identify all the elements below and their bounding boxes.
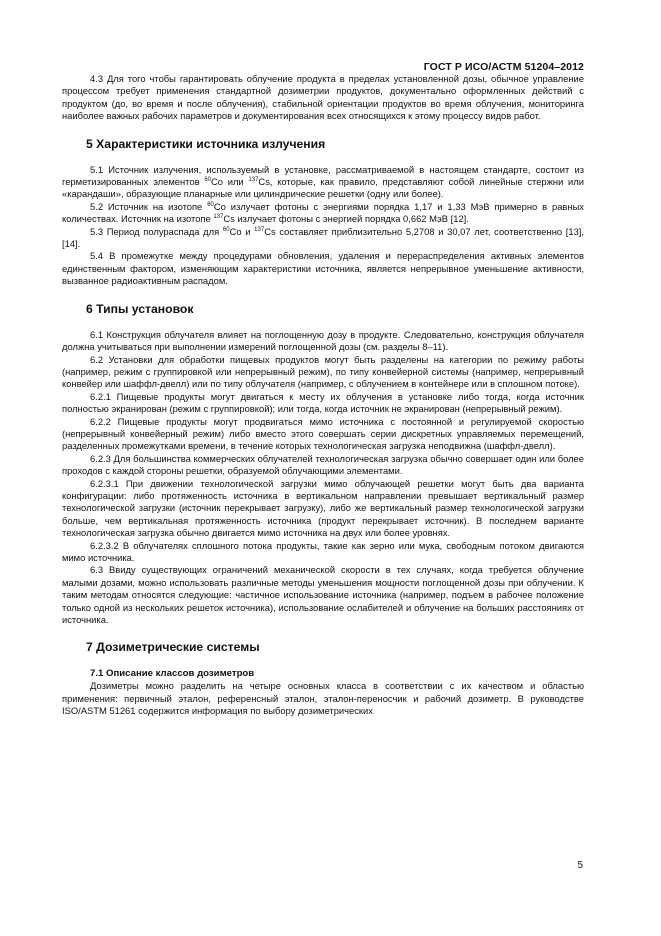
paragraph-4-3: 4.3 Для того чтобы гарантировать облучение продукта в пределах установленной дозы, обычное управление процессом требует применения стандартной дозиметрии продуктов, документально оформленных действий с продуктом (до, во время и после облучения), стабильной ориентации продуктов во время облучения, мониторинга наиболее важных рабочих параметров и документирования всех относящихся к этому процессу видов работ.	[62, 73, 584, 122]
page-number: 5	[577, 860, 583, 871]
p5-3-text-b: Co и	[229, 225, 255, 237]
p5-2-sup-co: 60	[207, 201, 214, 208]
p5-1-text-b: Co или	[211, 176, 249, 188]
p5-2-sup-cs: 137	[213, 214, 224, 221]
section-6-heading: 6 Типы установок	[86, 301, 194, 316]
p5-1-sup-cs: 137	[248, 177, 259, 184]
p5-3-text-c: Cs составляет приблизительно 5,2708 и 30,07 лет, соответственно [13], [14].	[62, 225, 585, 250]
paragraph-5-1	[62, 164, 584, 201]
paragraph-5-3	[62, 226, 584, 251]
paragraph-6-2-3-2: 6.2.3.2 В облучателях сплошного потока продукты, такие как зерно или мука, свободным потоком двигаются мимо источника.	[62, 539, 584, 563]
paragraph-6-2-3-1: 6.2.3.1 При движении технологической загрузки мимо облучающей решетки могут быть два варианта конфигурации: либо протяженность источника в вертикальном направлении превышает вертикальный размер технологической загрузки (источник перекрывает загрузку), либо же вертикальный размер технологической загрузки больше, чем вертикальная протяженность источника (продукт перекрывает источник). В последнем варианте технологическая загрузка обычно двигается мимо источника на двух или более уровнях.	[62, 477, 584, 539]
p5-2-text-c: Cs излучает фотоны с энергией порядка 0,662 МэВ [12].	[223, 213, 469, 225]
paragraph-5-4: 5.4 В промежутке между процедурами обновления, удаления и перераспределения активных элементов единственным фактором, изменяющим характеристики источника, является непрерывное уменьшение активности, вызванное радиоактивным распадом.	[62, 250, 584, 287]
p5-1-text-c: Cs, которые, как правило, представляют собой линейные стержни или «карандаши», образующие планарные или цилиндрические решетки (одну или более).	[62, 176, 585, 200]
p5-3-sup-cs: 137	[254, 226, 265, 233]
p5-2-text-a: 5.2 Источник на изотопе	[90, 200, 208, 212]
p5-2-text-b: Co излучает фотоны с энергиями порядка 1,17 и 1,33 МэВ примерно в равных количествах. Источник на изотопе	[62, 200, 584, 225]
section-7-heading: 7 Дозиметрические системы	[86, 640, 260, 655]
paragraph-6-2-3: 6.2.3 Для большинства коммерческих облучателей технологическая загрузка обычно совершает один или более проходов с каждой стороны решетки, образуемой облучающими элементами.	[62, 452, 584, 477]
section-5-heading: 5 Характеристики источника излучения	[86, 136, 326, 151]
p5-3-text-a: 5.3 Период полураспада для	[90, 225, 223, 237]
paragraph-6-3: 6.3 Ввиду существующих ограничений механической скорости в тех случаях, когда требуется облучение малыми дозами, можно использовать различные методы уменьшения мощности поглощенной дозы при облучении. К таким методам относятся следующие: частичное использование источника (например, подъем в рабочее положение только одной из нескольких решеток источника), использование ослабителей и облучение на больших расстояниях от источника.	[62, 564, 584, 626]
paragraph-6-2: 6.2 Установки для обработки пищевых продуктов могут быть разделены на категории по режиму работы (например, режим с группировкой или непрерывный режим), по типу конвейерной системы (например, непрерывный конвейер или шаффл-двелл) или по типу облучателя (например, с облучением в контейнере или в сплошном потоке).	[62, 353, 584, 390]
p5-3-sup-co: 60	[222, 226, 230, 233]
document-body	[62, 73, 584, 718]
paragraph-5-2	[62, 201, 584, 226]
paragraph-6-2-1: 6.2.1 Пищевые продукты могут двигаться к месту их облучения в установке либо тогда, когда источник полностью экранирован (режим с группировкой); или тогда, когда источник не экранирован (непрерывный режим).	[62, 390, 584, 415]
standard-code-header: ГОСТ Р ИСО/АСТМ 51204–2012	[423, 61, 584, 73]
paragraph-6-1: 6.1 Конструкция облучателя влияет на поглощенную дозу в продукте. Следовательно, конструкция облучателя должна учитываться при выполнении измерений поглощенной дозы (см. разделы 8–11).	[62, 328, 584, 353]
p5-1-text-a: 5.1 Источник излучения, используемый в установке, рассматриваемой в настоящем стандарте, состоит из герметизированных элементов	[62, 163, 584, 188]
p5-1-sup-co: 60	[204, 177, 211, 184]
subsection-7-1-heading: 7.1 Описание классов дозиметров	[90, 668, 255, 680]
paragraph-6-2-2: 6.2.2 Пищевые продукты могут продвигаться мимо источника с постоянной и регулируемой скоростью (непрерывный конвейерный режим) либо вместо этого совершать серии дискретных управляемых перемещений, разделенных промежутками времени, в течение которых технологическая загрузка неподвижна (шаффл-двелл).	[62, 415, 584, 452]
paragraph-7-1: Дозиметры можно разделить на четыре основных класса в соответствии с их качеством и областью применения: первичный эталон, референсный эталон, эталон-переносчик и рабочий дозиметр. В руководстве ISO/ASTM 51261 содержится информация по выбору дозиметрических	[62, 680, 584, 717]
